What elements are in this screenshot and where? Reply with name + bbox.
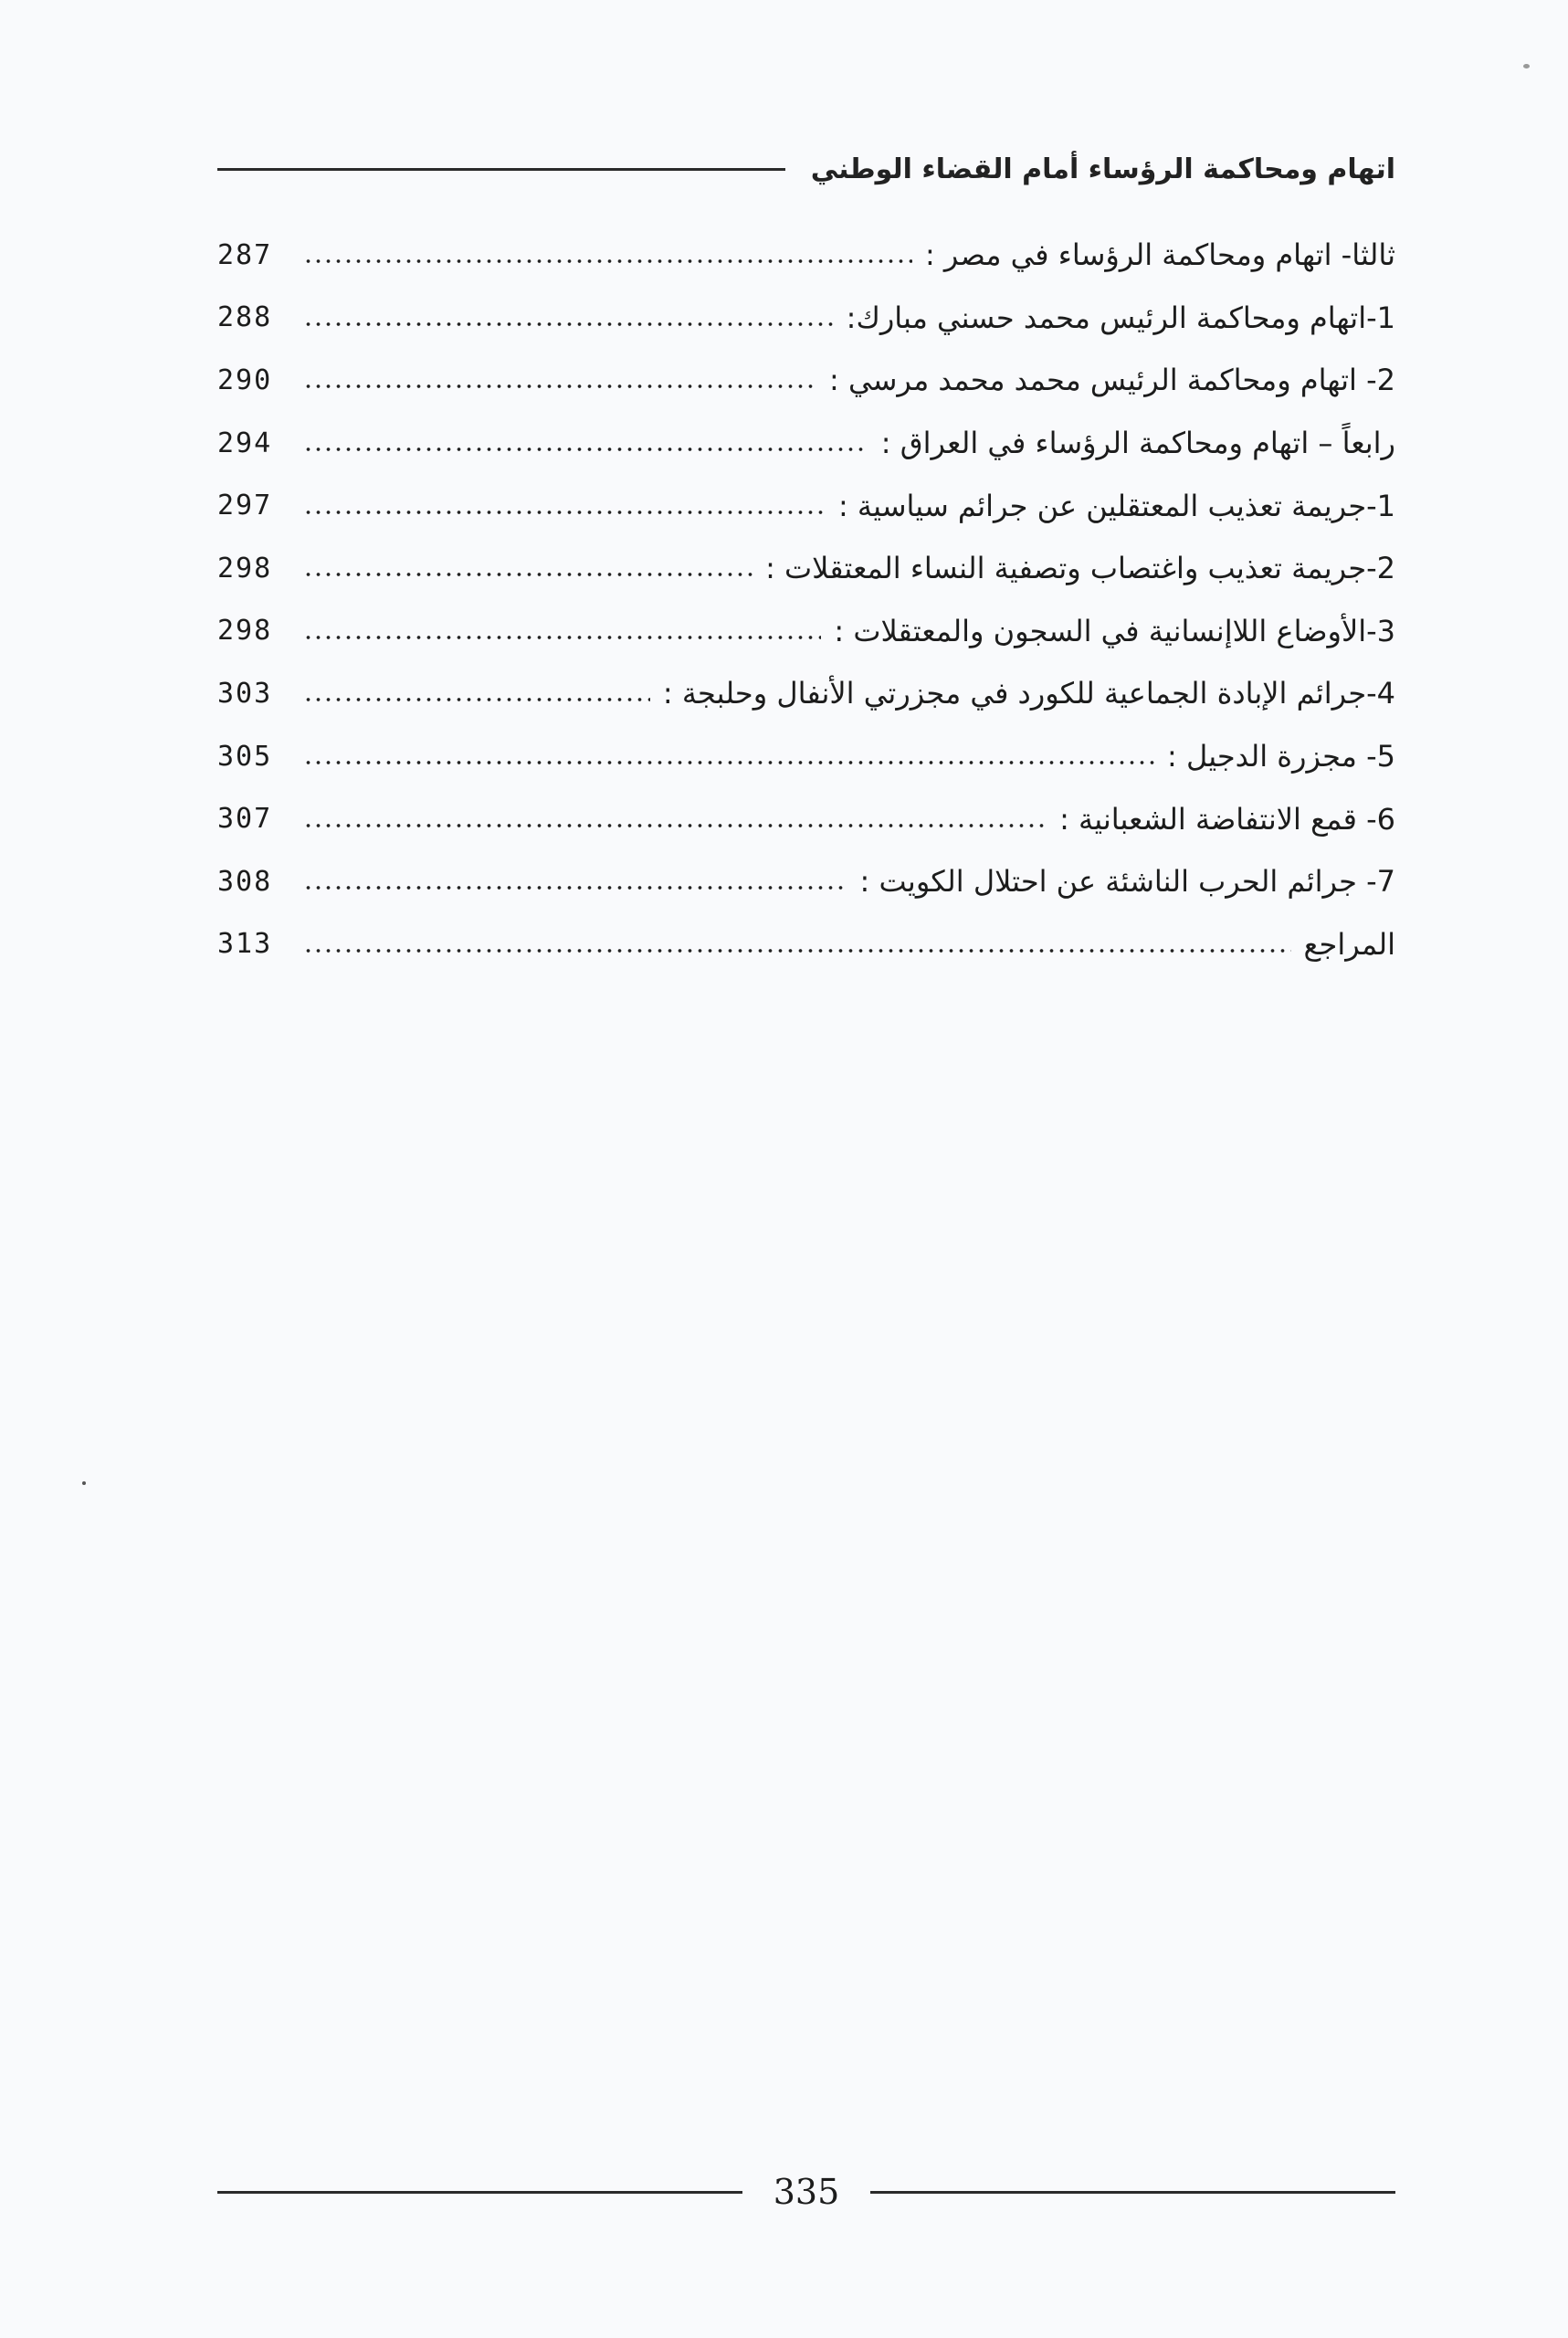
dot-leader <box>303 570 752 579</box>
toc-entry <box>217 600 1395 663</box>
toc-entry <box>217 474 1395 537</box>
toc-entry <box>217 725 1395 788</box>
scan-speck <box>82 1481 86 1485</box>
dot-leader <box>303 382 816 391</box>
dot-leader <box>303 758 1154 767</box>
toc-entry-page: 297 <box>217 490 273 522</box>
dot-leader <box>303 946 1291 955</box>
toc-entry-page: 305 <box>217 740 273 773</box>
toc-entry <box>217 913 1395 976</box>
toc-entry <box>217 537 1395 600</box>
toc-entry-title: 2-جريمة تعذيب واغتصاب وتصفية النساء المعتقلات : <box>765 551 1395 586</box>
page-footer <box>217 2164 1395 2219</box>
toc-entry-page: 294 <box>217 427 273 459</box>
toc-entry <box>217 662 1395 725</box>
toc-entry <box>217 787 1395 850</box>
table-of-contents <box>217 224 1395 975</box>
dot-leader <box>303 695 650 704</box>
toc-entry <box>217 287 1395 350</box>
book-title: اتهام ومحاكمة الرؤساء أمام القضاء الوطني <box>810 153 1395 185</box>
scan-speck <box>1523 64 1530 68</box>
dot-leader <box>303 633 821 642</box>
running-header <box>217 137 1395 201</box>
toc-entry-page: 287 <box>217 238 273 271</box>
toc-entry-title: 2- اتهام ومحاكمة الرئيس محمد محمد مرسي : <box>828 363 1395 398</box>
dot-leader <box>303 883 847 892</box>
toc-entry-title: 1-جريمة تعذيب المعتقلين عن جرائم سياسية : <box>837 488 1395 523</box>
toc-entry-title: 1-اتهام ومحاكمة الرئيس محمد حسني مبارك: <box>846 300 1395 335</box>
toc-entry-page: 298 <box>217 615 273 648</box>
toc-entry <box>217 850 1395 913</box>
toc-entry-page: 290 <box>217 363 273 396</box>
dot-leader <box>303 508 826 517</box>
footer-rule-right <box>870 2191 1395 2194</box>
footer-rule-left <box>217 2191 742 2194</box>
toc-entry-page: 307 <box>217 803 273 836</box>
dot-leader <box>303 320 834 329</box>
toc-entry-title: 6- قمع الانتفاضة الشعبانية : <box>1059 801 1395 837</box>
toc-entry-page: 308 <box>217 865 273 898</box>
toc-entry-title: رابعاً – اتهام ومحاكمة الرؤساء في العراق : <box>880 426 1395 461</box>
toc-entry-title: ثالثا- اتهام ومحاكمة الرؤساء في مصر : <box>924 237 1395 273</box>
header-rule <box>217 168 785 171</box>
toc-entry-page: 298 <box>217 552 273 584</box>
toc-entry <box>217 349 1395 412</box>
toc-entry-title: 4-جرائم الإبادة الجماعية للكورد في مجزرتي الأنفال وحلبجة : <box>662 676 1395 711</box>
toc-entry-page: 303 <box>217 677 273 710</box>
toc-entry-title: 5- مجزرة الدجيل : <box>1167 739 1395 774</box>
dot-leader <box>303 821 1047 830</box>
toc-entry-page: 313 <box>217 928 273 961</box>
page-number: 335 <box>773 2172 840 2212</box>
toc-entry-title: المراجع <box>1303 926 1395 962</box>
toc-entry <box>217 224 1395 287</box>
dot-leader <box>303 445 868 454</box>
toc-entry <box>217 412 1395 475</box>
toc-entry-title: 7- جرائم الحرب الناشئة عن احتلال الكويت : <box>859 864 1395 900</box>
dot-leader <box>303 257 912 266</box>
toc-entry-page: 288 <box>217 301 273 334</box>
toc-entry-title: 3-الأوضاع اللاإنسانية في السجون والمعتقلات : <box>834 613 1395 648</box>
